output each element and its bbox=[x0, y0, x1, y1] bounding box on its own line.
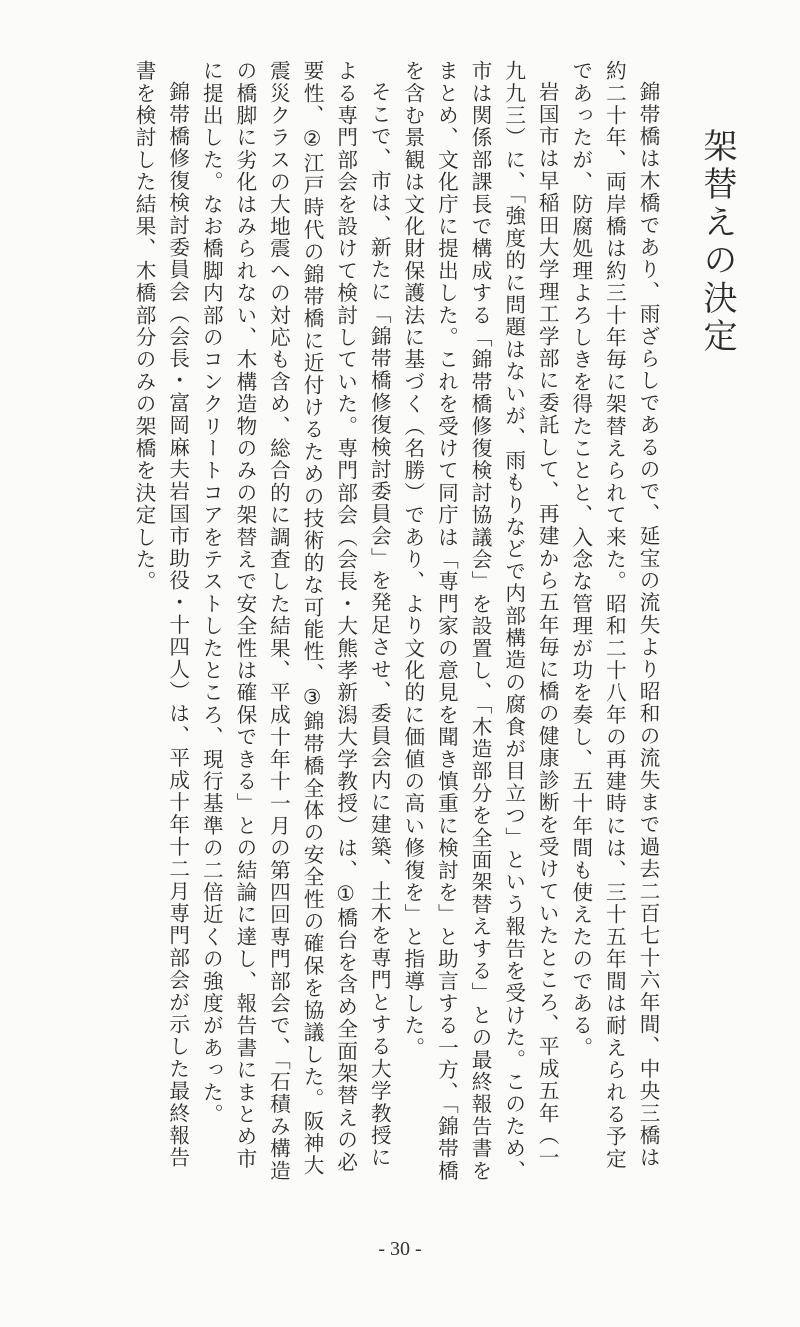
paragraph-1: 錦帯橋は木橋であり、雨ざらしであるので、延宝の流失より昭和の流失まで過去二百七十六年間、中央三橋は約二十年、両岸橋は約三十年毎に架替えられて来た。昭和二十八年の再建時には、三十五年間は耐えられる予定であったが、防腐処理よろしきを得たことと、入念な管理が功を奏し、五十年間も使えたのである。 bbox=[568, 60, 660, 1170]
body-text bbox=[58, 60, 664, 1190]
paragraph-2: 岩国市は早稲田大学理工学部に委託して、再建から五年毎に橋の健康診断を受けていたところ、平成五年（一九九三）に、「強度的に問題はないが、雨もりなどで内部構造の腐食が目立つ」という報告を受けた。このため、市は関係部課長で構成する「錦帯橋修復検討協議会」を設置し、「木造部分を全面架替えする」との最終報告書をまとめ、文化庁に提出した。これを受けて同庁は「専門家の意見を聞き慎重に検討を」と助言する一方、「錦帯橋を含む景観は文化財保護法に基づく（名勝）であり、より文化的に価値の高い修復を」と指導した。 bbox=[400, 60, 560, 1182]
paragraph-4: 錦帯橋修復検討委員会（会長・富岡麻夫岩国市助役・十四人）は、平成十年十二月専門部会が示した最終報告書を検討した結果、木橋部分のみの架橋を決定した。 bbox=[132, 60, 190, 1169]
page-number: - 30 - bbox=[378, 1238, 422, 1260]
paragraph-3: そこで、市は、新たに「錦帯橋修復検討委員会」を発足させ、委員会内に建築、土木を専門とする大学教授による専門部会を設けて検討していた。専門部会（会長・大熊孝新潟大学教授）は、①橋台を含め全面架替えの必要性、②江戸時代の錦帯橋に近付けるための技術的な可能性、③錦帯橋全体の安全性の確保を協議した。阪神大震災クラスの大地震への対応も含め、総合的に調査した結果、平成十年十一月の第四回専門部会で、「石積み構造の橋脚に劣化はみられない、木構造物のみの架替えで安全性は確保できる」との結論に達し、報告書にまとめ市に提出した。なお橋脚内部のコンクリートコアをテストしたところ、現行基準の二倍近くの強度があった。 bbox=[199, 60, 392, 1182]
section-title: 架替えの決定 bbox=[697, 128, 737, 356]
